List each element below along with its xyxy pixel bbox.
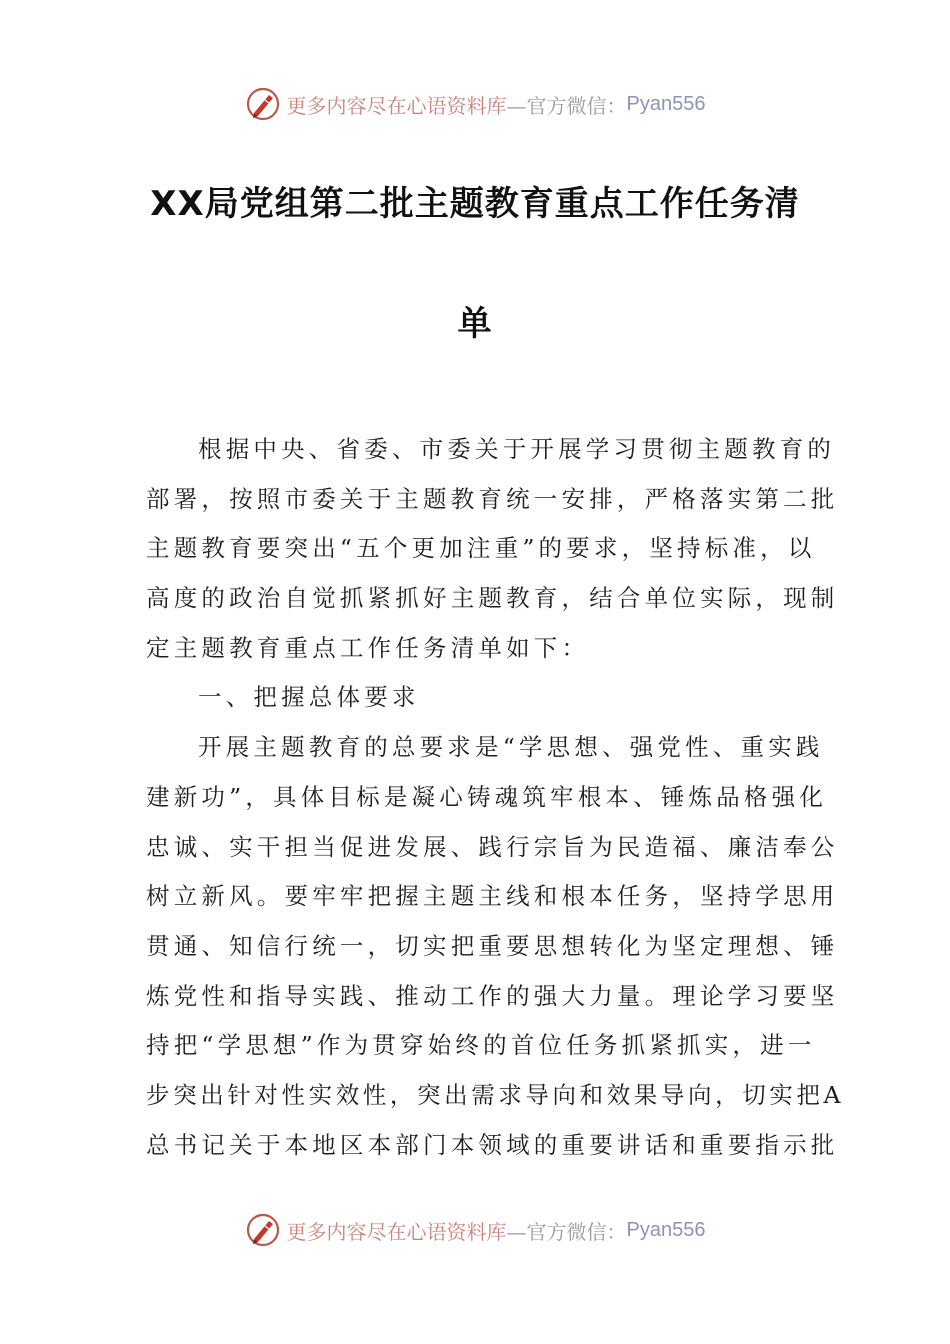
watermark-main-text: 更多内容尽在心语资料库 xyxy=(286,93,507,118)
body-line: 建新功”，具体目标是凝心铸魂筑牢根本、锤炼品格强化 xyxy=(146,782,828,811)
watermark-separator-text: —官方微信： xyxy=(506,93,627,118)
body-line: 根据中央、省委、市委关于开展学习贯彻主题教育的 xyxy=(198,435,836,463)
document-title-line2: 单 xyxy=(457,304,493,344)
body-line: 炼党性和指导实践、推动工作的强大力量。理论学习要坚 xyxy=(146,981,839,1010)
body-line: 步突出针对性实效性，突出需求导向和效果导向，切实把A xyxy=(146,1080,845,1109)
document-body xyxy=(146,428,845,1173)
body-line: 贯通、知信行统一，切实把重要思想转化为坚定理想、锤 xyxy=(146,931,839,960)
watermark-header xyxy=(0,84,950,124)
body-line: 忠诚、实干担当促进发展、践行宗旨为民造福、廉洁奉公 xyxy=(146,832,839,861)
document-title-line1: XX局党组第二批主题教育重点工作任务清 xyxy=(150,184,800,224)
watermark-wechat-id: Pyan556 xyxy=(626,1218,706,1241)
watermark-footer xyxy=(0,1210,950,1250)
body-line: 开展主题教育的总要求是“学思想、强党性、重实践 xyxy=(198,733,824,762)
pen-logo-icon xyxy=(245,86,281,122)
body-line: 高度的政治自觉抓紧抓好主题教育，结合单位实际，现制 xyxy=(146,584,839,613)
body-line: 持把“学思想”作为贯穿始终的首位任务抓紧抓实，进一 xyxy=(146,1031,816,1060)
watermark-wechat-id: Pyan556 xyxy=(626,92,706,115)
body-line: 主题教育要突出“五个更加注重”的要求，坚持标准，以 xyxy=(146,534,816,563)
body-line: 部署，按照市委关于主题教育统一安排，严格落实第二批 xyxy=(146,484,839,513)
body-line: 总书记关于本地区本部门本领域的重要讲话和重要指示批 xyxy=(146,1130,839,1159)
pen-logo-icon xyxy=(245,1212,281,1248)
watermark-separator-text: —官方微信： xyxy=(506,1219,627,1244)
body-line: 树立新风。要牢牢把握主题主线和根本任务，坚持学思用 xyxy=(146,882,839,911)
section-heading: 一、把握总体要求 xyxy=(198,683,420,712)
body-line: 定主题教育重点工作任务清单如下： xyxy=(146,633,590,662)
watermark-main-text: 更多内容尽在心语资料库 xyxy=(286,1219,507,1244)
